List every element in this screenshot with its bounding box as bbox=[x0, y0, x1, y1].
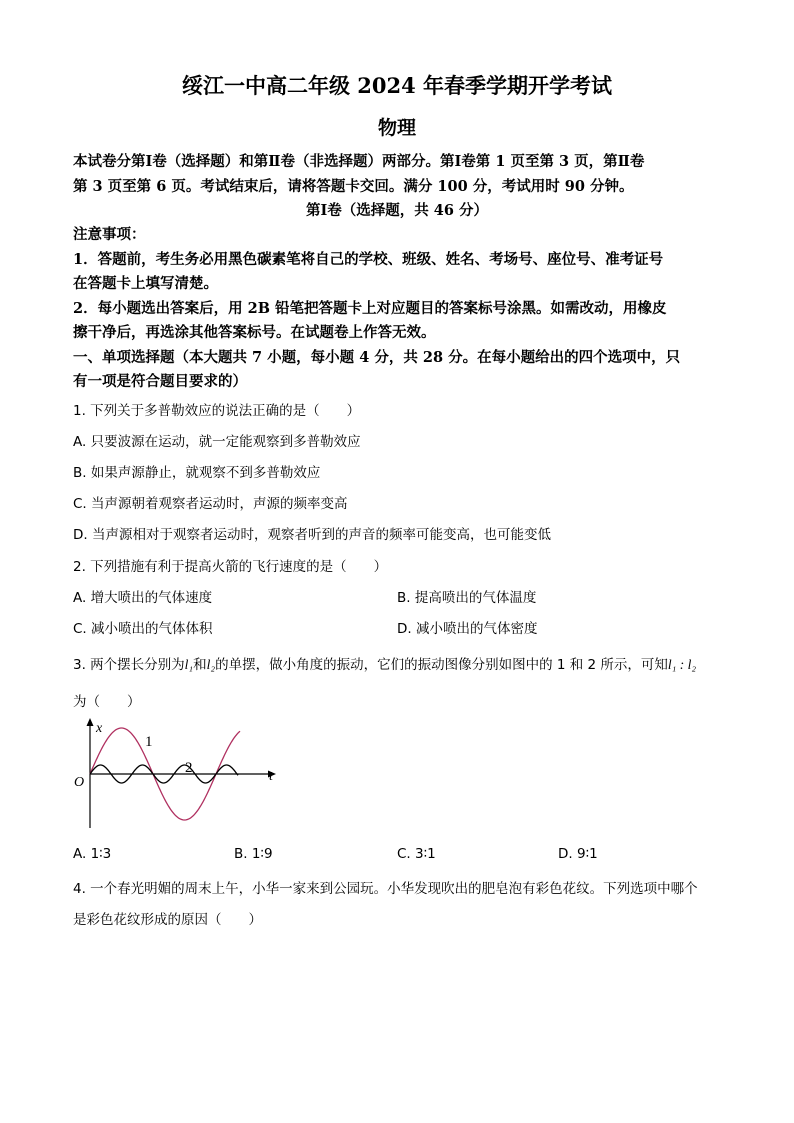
q2-stem: 2. 下列措施有利于提高火箭的飞行速度的是（ ） bbox=[73, 559, 388, 575]
q4-stem-line-1: 4. 一个春光明媚的周末上午，小华一家来到公园玩。小华发现吹出的肥皂泡有彩色花纹。下列选项中哪个 bbox=[73, 881, 698, 897]
note-2-line-2: 擦干净后，再选涂其他答案标号。在试题卷上作答无效。 bbox=[73, 324, 436, 341]
q3-stem-a: 3. 两个摆长分别为 bbox=[73, 657, 185, 673]
q2-option-c: C. 减小喷出的气体体积 bbox=[73, 621, 213, 637]
q2-option-b: B. 提高喷出的气体温度 bbox=[397, 590, 537, 606]
part1-heading: 第Ⅰ卷（选择题，共 46 分） bbox=[305, 202, 489, 219]
curve-2-label: 2 bbox=[185, 760, 193, 776]
origin-label: O bbox=[74, 775, 85, 790]
q1-option-b: B. 如果声源静止，就观察不到多普勒效应 bbox=[73, 465, 321, 481]
q1-stem: 1. 下列关于多普勒效应的说法正确的是（ ） bbox=[73, 403, 361, 419]
notes-heading: 注意事项： bbox=[73, 226, 146, 243]
subject-title: 物理 bbox=[377, 117, 416, 139]
q3-stem-c: 为（ ） bbox=[73, 694, 141, 710]
q3-option-d: D. 9∶1 bbox=[558, 846, 598, 862]
exam-title: 绥江一中高二年级 2024 年春季学期开学考试 bbox=[181, 73, 613, 98]
q1-option-c: C. 当声源朝着观察者运动时，声源的频率变高 bbox=[73, 496, 348, 512]
intro-line-2: 第 3 页至第 6 页。考试结束后，请将答题卡交回。满分 100 分，考试用时 90 分钟。 bbox=[73, 178, 634, 195]
q3-option-b: B. 1∶9 bbox=[234, 846, 273, 862]
x-axis-label: t bbox=[269, 769, 273, 784]
note-1-line-1: 1．答题前，考生务必用黑色碳素笔将自己的学校、班级、姓名、考场号、座位号、准考证号 bbox=[73, 251, 664, 268]
q3-option-a: A. 1∶3 bbox=[73, 846, 112, 862]
q3-stem-b: 的单摆，做小角度的振动，它们的振动图像分别如图中的 1 和 2 所示，可知 bbox=[215, 657, 668, 673]
q3-and: 和 bbox=[193, 657, 207, 673]
q1-option-a: A. 只要波源在运动，就一定能观察到多普勒效应 bbox=[73, 434, 361, 450]
curve-1-label: 1 bbox=[145, 734, 153, 750]
y-axis-arrow bbox=[87, 718, 94, 726]
section1-line-2: 有一项是符合题目要求的） bbox=[73, 373, 247, 390]
q3-stem-line-1 bbox=[73, 653, 696, 673]
q2-option-d: D. 减小喷出的气体密度 bbox=[397, 621, 538, 637]
q3-oscillation-graph bbox=[70, 718, 280, 830]
q2-option-a: A. 增大喷出的气体速度 bbox=[73, 590, 213, 606]
q3-l1: l₁ bbox=[184, 657, 194, 672]
q3-option-c: C. 3∶1 bbox=[397, 846, 436, 862]
q4-stem-line-2: 是彩色花纹形成的原因（ ） bbox=[73, 912, 262, 928]
y-axis-label: x bbox=[96, 721, 103, 736]
q1-option-d: D. 当声源相对于观察者运动时，观察者听到的声音的频率可能变高，也可能变低 bbox=[73, 527, 551, 543]
intro-line-1: 本试卷分第Ⅰ卷（选择题）和第Ⅱ卷（非选择题）两部分。第Ⅰ卷第 1 页至第 3 页，第Ⅱ卷 bbox=[73, 153, 645, 170]
section1-line-1: 一、单项选择题（本大题共 7 小题，每小题 4 分，共 28 分。在每小题给出的四个选项中，只 bbox=[73, 349, 681, 366]
note-2-line-1: 2．每小题选出答案后，用 2B 铅笔把答题卡上对应题目的答案标号涂黑。如需改动，用橡皮 bbox=[73, 300, 667, 317]
q3-l2: l₂ bbox=[206, 657, 216, 672]
note-1-line-2: 在答题卡上填写清楚。 bbox=[73, 275, 218, 292]
q3-ratio: l₁ : l₂ bbox=[667, 657, 697, 672]
